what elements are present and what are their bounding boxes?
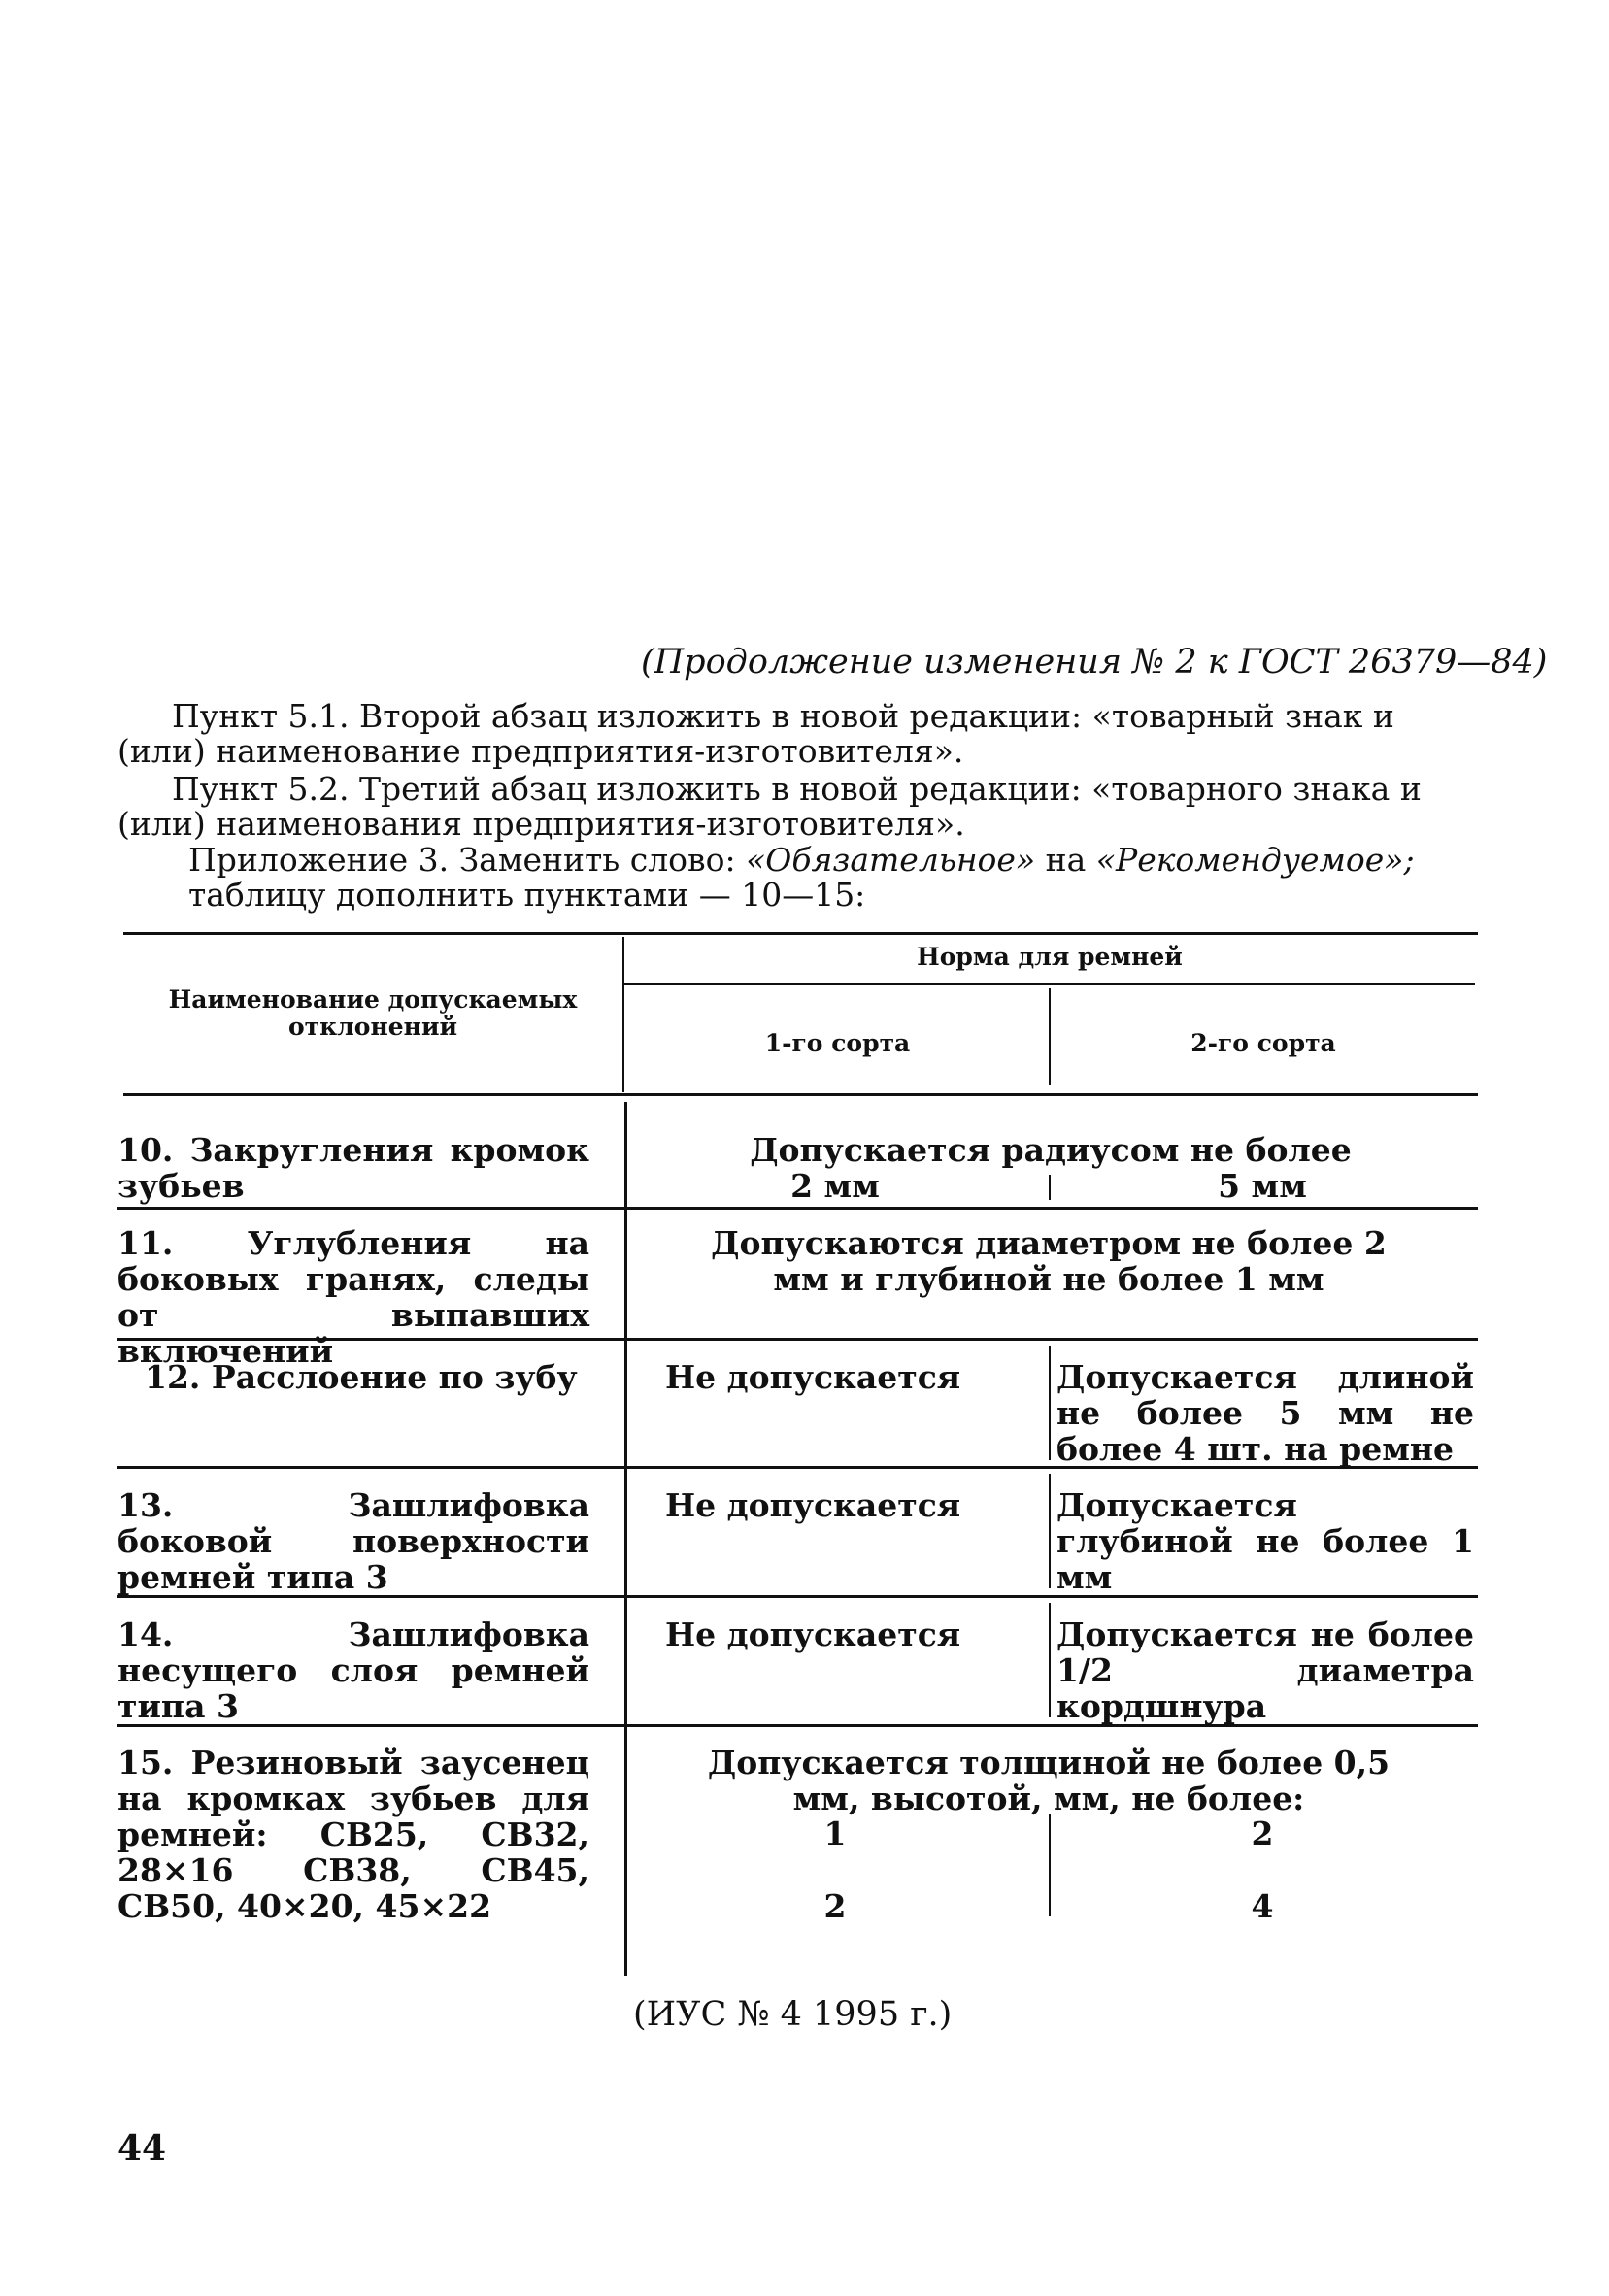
grade2-value: Допускается длиной не более 5 мм не более 4 шт. на ремне [1056,1358,1474,1468]
row-label: 15. Резиновый заусенец на кромках зубьев для ремней: СВ25, СВ32, 28×16 СВ38, СВ45, СВ50, 40×20, 45×22 [117,1744,589,1925]
table-rule [123,1093,1478,1096]
table-rule [1049,988,1051,1085]
table-rule [624,983,1475,985]
column-header-grade2: 2-го сорта [1190,1029,1336,1057]
table-rule [624,1102,627,1976]
paragraph-line [188,843,1415,878]
column-header-norm: Норма для ремней [917,943,1183,971]
table-rule [117,1338,1478,1341]
paragraph-line: (или) наименование предприятия-изготовителя». [117,732,964,770]
row-label: 13. Зашлифовка боковой поверхности ремней типа 3 [117,1486,589,1596]
table-rule [123,932,1478,935]
page-number: 44 [117,2128,167,2169]
table-rule [117,1466,1478,1469]
grade2-value: 4 [1251,1887,1274,1925]
table-rule [1049,1175,1051,1200]
grade2-value: 5 мм [1218,1167,1307,1205]
merged-value: Допускаются диаметром не более 2 мм и глубиной не более 1 мм [711,1224,1387,1298]
table-rule [1049,1814,1051,1916]
italic-term: «Обязательное» [746,841,1036,879]
grade1-value: 2 [823,1887,847,1925]
text-span: Приложение 3. Заменить слово: [188,841,747,879]
text-span: на [1035,841,1096,879]
table-rule [117,1595,1478,1598]
row-label: 14. Зашлифовка несущего слоя ремней типа 3 [117,1615,589,1725]
row-label: 12. Расслоение по зубу [145,1358,578,1396]
paragraph-line: Пункт 5.1. Второй абзац изложить в новой редакции: «товарный знак и [172,697,1394,735]
row-label: 11. Углубления на боковых гранях, следы от выпавших включений [117,1224,589,1370]
table-rule [1049,1474,1051,1588]
column-header-deviation: Наименование допускаемых отклонений [168,985,578,1041]
grade2-value: Допускается не более 1/2 диаметра кордшнура [1056,1615,1474,1725]
italic-term: «Рекомендуемое»; [1095,841,1415,879]
grade1-value: Не допускается [665,1615,961,1653]
table-rule [1049,1603,1051,1717]
column-header-grade1: 1-го сорта [764,1029,911,1057]
table-rule [117,1207,1478,1210]
paragraph-line: Пункт 5.2. Третий абзац изложить в новой редакции: «товарного знака и [172,770,1422,808]
grade1-value: 1 [823,1814,847,1852]
grade1-value: Не допускается [665,1486,961,1524]
row-label: 10. Закругления кромок зубьев [117,1131,589,1205]
paragraph-line: таблицу дополнить пунктами — 10—15: [188,876,866,914]
paragraph-line: (или) наименования предприятия-изготовителя». [117,805,965,843]
table-rule [117,1724,1478,1727]
grade1-value: 2 мм [790,1167,880,1205]
continuation-header: (Продолжение изменения № 2 к ГОСТ 26379—84) [641,643,1548,682]
merged-value: Допускается толщиной не более 0,5 мм, высотой, мм, не более: [707,1744,1391,1817]
grade1-value: Не допускается [665,1358,961,1396]
grade2-value: Допускается глубиной не более 1 мм [1056,1486,1474,1596]
source-note: (ИУС № 4 1995 г.) [633,1995,953,2034]
merged-value: Допускается радиусом не более [750,1131,1352,1169]
table-rule [1049,1346,1051,1460]
grade2-value: 2 [1251,1814,1274,1852]
